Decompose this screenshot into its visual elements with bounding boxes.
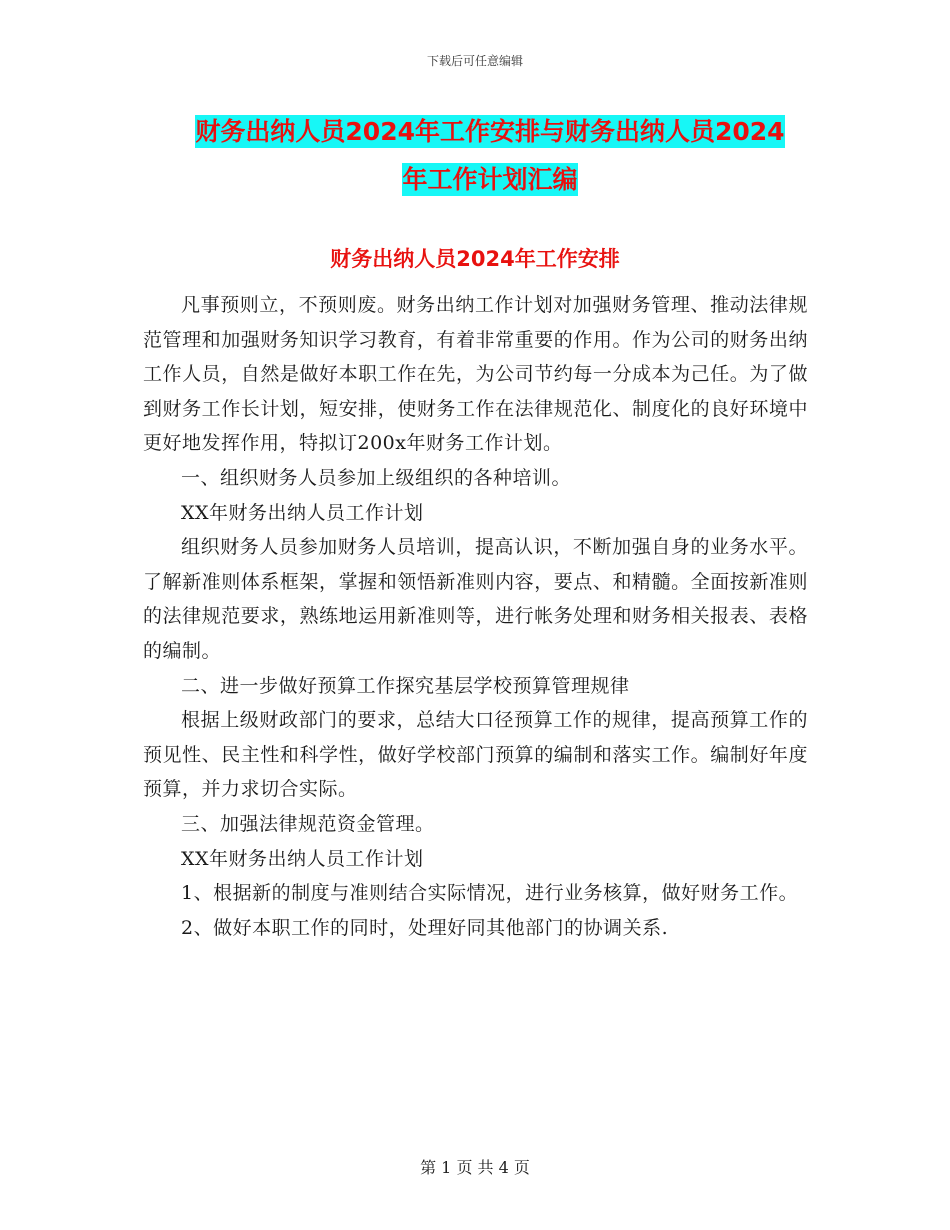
paragraph-budget: 根据上级财政部门的要求，总结大口径预算工作的规律，提高预算工作的预见性、民主性和科学性，做好学校部门预算的编制和落实工作。编制好年度预算，并力求切合实际。 [143, 709, 808, 801]
paragraph-intro: 凡事预则立，不预则废。财务出纳工作计划对加强财务管理、推动法律规范管理和加强财务知识学习教育，有着非常重要的作用。作为公司的财务出纳工作人员，自然是做好本职工作在先，为公司节约每一分成本为己任。为了做到财务工作长计划，短安排，使财务工作在法律规范化、制度化的良好环境中更好地发挥作用，特拟订200x年财务工作计划。 [143, 294, 808, 455]
paragraph-heading-3: 三、加强法律规范资金管理。 [181, 812, 435, 835]
paragraph-subheading-2: XX年财务出纳人员工作计划 [181, 847, 424, 870]
header-note: 下载后可任意编辑 [426, 54, 523, 68]
document-title-line-1: 财务出纳人员2024年工作安排与财务出纳人员2024 [195, 117, 785, 146]
paragraph-heading-2: 二、进一步做好预算工作探究基层学校预算管理规律 [181, 674, 630, 697]
document-body [143, 288, 808, 945]
section-title: 财务出纳人员2024年工作安排 [330, 247, 620, 271]
paragraph-item-1: 1、根据新的制度与准则结合实际情况，进行业务核算，做好财务工作。 [181, 882, 799, 905]
document-title [140, 108, 840, 204]
paragraph-heading-1: 一、组织财务人员参加上级组织的各种培训。 [181, 466, 572, 489]
paragraph-subheading: XX年财务出纳人员工作计划 [181, 501, 424, 524]
paragraph-item-2: 2、做好本职工作的同时，处理好同其他部门的协调关系. [181, 916, 669, 939]
document-title-line-2: 年工作计划汇编 [402, 165, 578, 194]
paragraph-training: 组织财务人员参加财务人员培训，提高认识，不断加强自身的业务水平。了解新准则体系框架，掌握和领悟新准则内容，要点、和精髓。全面按新准则的法律规范要求，熟练地运用新准则等，进行帐务处理和财务相关报表、表格的编制。 [143, 536, 808, 662]
page-number: 第 1 页 共 4 页 [420, 1158, 530, 1177]
